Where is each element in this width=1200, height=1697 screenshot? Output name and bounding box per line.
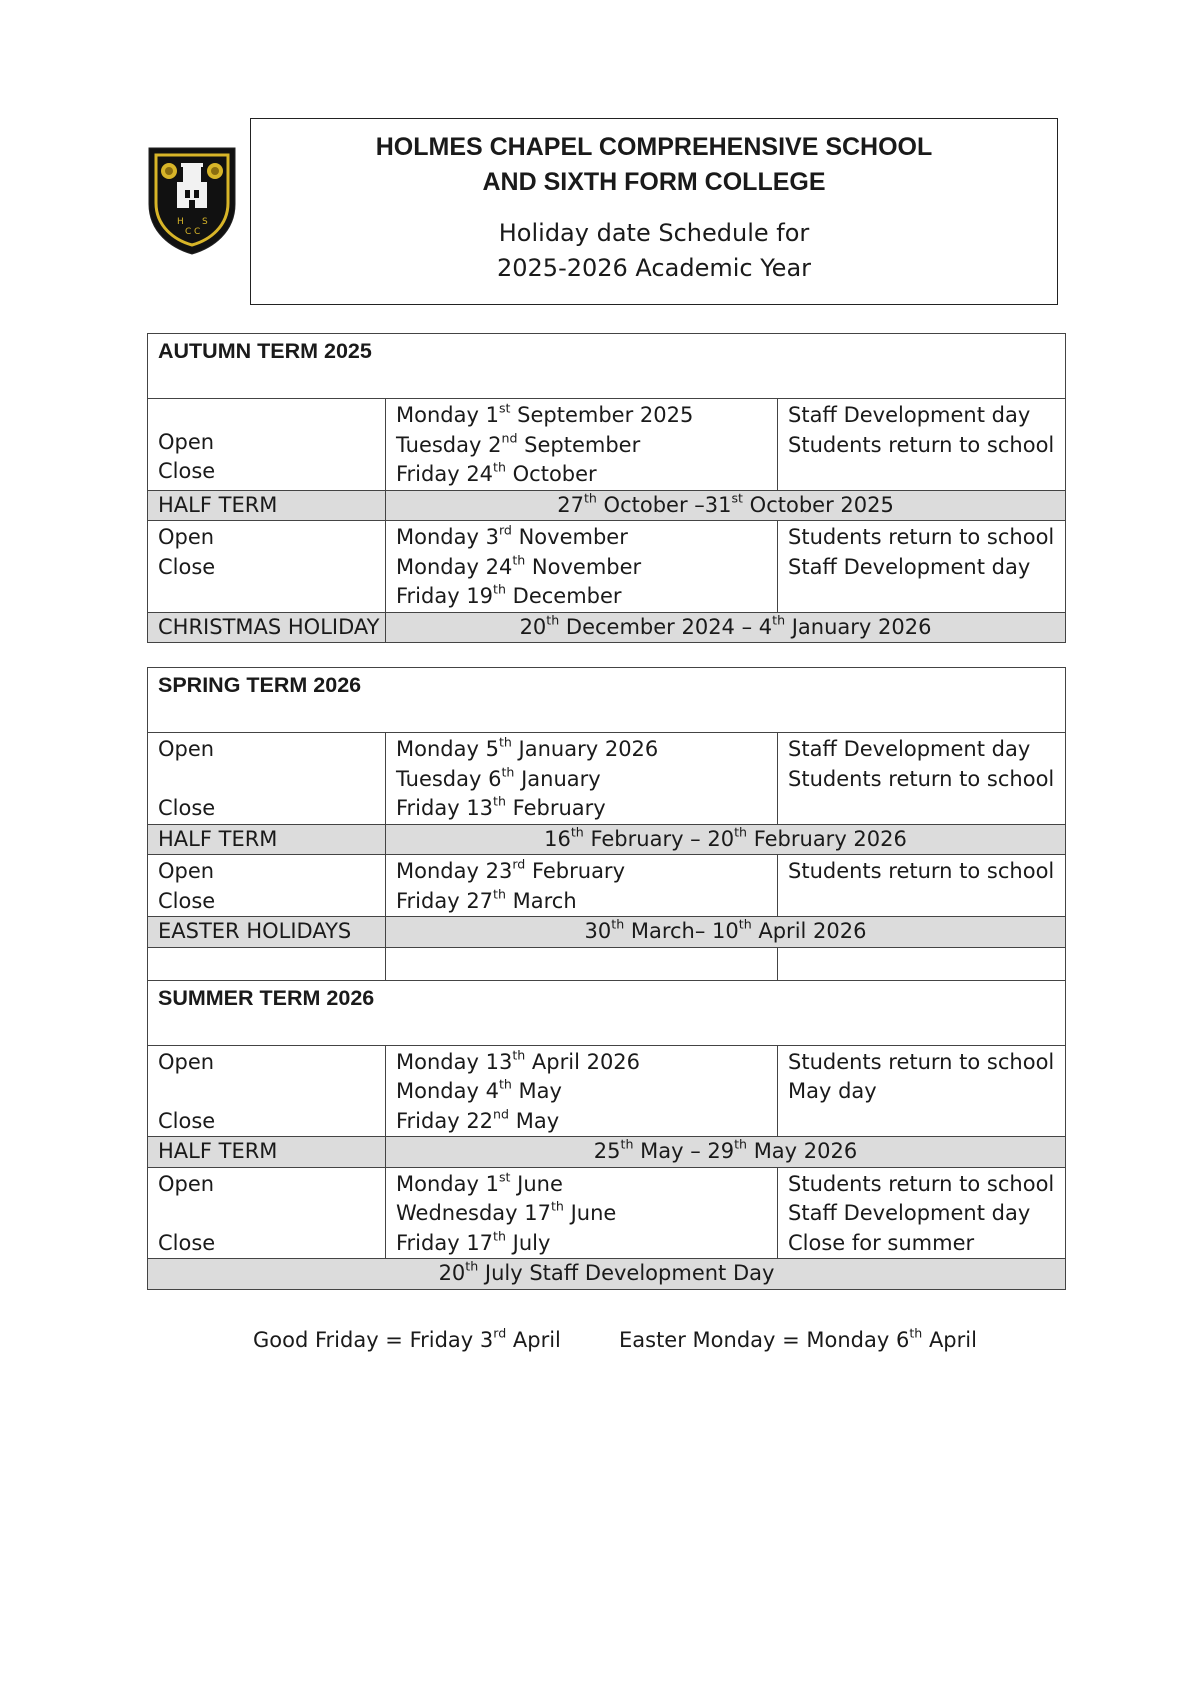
- date-line: Monday 23rd February: [396, 856, 625, 883]
- half-term-label: HALF TERM: [148, 1137, 386, 1168]
- summer-dates-2: [386, 1167, 778, 1259]
- note-line: Staff Development day: [788, 554, 1031, 579]
- svg-text:H: H: [177, 217, 184, 227]
- date-line: Tuesday 6th January: [396, 764, 601, 791]
- spacer-cell: [386, 947, 778, 980]
- date-line: Monday 4th May: [396, 1076, 562, 1103]
- close-label: Close: [158, 1230, 216, 1255]
- close-label: Close: [158, 888, 216, 913]
- open-label: Open: [158, 1049, 215, 1074]
- note-line: Students return to school: [788, 1049, 1055, 1074]
- autumn-open-close-2: [148, 521, 386, 613]
- christmas-holiday-dates: 20th December 2024 – 4th January 2026: [386, 612, 1066, 643]
- date-line: Friday 13th February: [396, 793, 606, 820]
- half-term-label: HALF TERM: [148, 824, 386, 855]
- date-line: Monday 1st September 2025: [396, 400, 694, 427]
- spring-open-close-2: [148, 855, 386, 917]
- open-label: Open: [158, 1171, 215, 1196]
- note-line: Students return to school: [788, 432, 1055, 457]
- half-term-label: HALF TERM: [148, 490, 386, 521]
- note-line: Students return to school: [788, 766, 1055, 791]
- open-label: Open: [158, 525, 215, 549]
- svg-text:C: C: [185, 227, 192, 237]
- easter-holidays-label: EASTER HOLIDAYS: [148, 917, 386, 948]
- spacer-cell: [778, 947, 1066, 980]
- autumn-dates: [386, 399, 778, 491]
- date-line: Wednesday 17th June: [396, 1198, 617, 1225]
- spring-notes: [778, 733, 1066, 825]
- date-line: Friday 27th March: [396, 886, 577, 913]
- spring-term-title: SPRING TERM 2026: [148, 668, 1066, 733]
- half-term-dates: 16th February – 20th February 2026: [386, 824, 1066, 855]
- school-name-line1: HOLMES CHAPEL COMPREHENSIVE SCHOOL: [375, 133, 933, 161]
- autumn-notes: [778, 399, 1066, 491]
- close-label: Close: [158, 459, 216, 483]
- date-line: Monday 24th November: [396, 552, 642, 579]
- good-friday-note: Good Friday = Friday 3rd April: [253, 1325, 561, 1352]
- spring-summer-term-table: [147, 667, 1066, 1290]
- date-line: Monday 13th April 2026: [396, 1047, 641, 1074]
- easter-monday-note: Easter Monday = Monday 6th April: [619, 1325, 977, 1352]
- note-line: Close for summer: [788, 1230, 975, 1255]
- autumn-term-table: [147, 333, 1066, 643]
- autumn-dates-2: [386, 521, 778, 613]
- document-subtitle: [251, 216, 1057, 286]
- note-line: Staff Development day: [788, 1201, 1031, 1225]
- date-line: Friday 17th July: [396, 1228, 551, 1255]
- date-line: Monday 3rd November: [396, 522, 628, 549]
- school-name: [251, 130, 1057, 200]
- final-staff-development-day: 20th July Staff Development Day: [148, 1259, 1066, 1290]
- half-term-dates: 25th May – 29th May 2026: [386, 1137, 1066, 1168]
- note-line: Students return to school: [788, 525, 1055, 549]
- autumn-notes-2: [778, 521, 1066, 613]
- summer-notes: [778, 1045, 1066, 1137]
- spacer-cell: [148, 947, 386, 980]
- date-line: Friday 22nd May: [396, 1106, 560, 1133]
- christmas-holiday-label: CHRISTMAS HOLIDAY: [148, 612, 386, 643]
- svg-text:S: S: [202, 217, 208, 227]
- note-line: Staff Development day: [788, 737, 1031, 761]
- date-line: Friday 19th December: [396, 581, 622, 608]
- note-line: Students return to school: [788, 859, 1055, 883]
- autumn-term-title: AUTUMN TERM 2025: [148, 334, 1066, 399]
- open-label: Open: [158, 859, 215, 883]
- date-line: Friday 24th October: [396, 459, 597, 486]
- spring-open-close: [148, 733, 386, 825]
- school-name-line2: AND SIXTH FORM COLLEGE: [482, 168, 826, 196]
- close-label: Close: [158, 1108, 216, 1133]
- summer-term-title: SUMMER TERM 2026: [148, 980, 1066, 1045]
- note-line: Students return to school: [788, 1171, 1055, 1196]
- autumn-open-close: [148, 399, 386, 491]
- subtitle-line2: 2025-2026 Academic Year: [496, 254, 812, 282]
- note-line: Staff Development day: [788, 403, 1031, 427]
- summer-notes-2: [778, 1167, 1066, 1259]
- open-label: Open: [158, 429, 215, 454]
- close-label: Close: [158, 796, 216, 820]
- spring-dates-2: [386, 855, 778, 917]
- summer-dates: [386, 1045, 778, 1137]
- school-crest: [147, 146, 237, 256]
- subtitle-line1: Holiday date Schedule for: [498, 219, 810, 247]
- open-label: Open: [158, 737, 215, 761]
- spring-dates: [386, 733, 778, 825]
- date-line: Monday 5th January 2026: [396, 734, 659, 761]
- svg-text:C: C: [194, 227, 201, 237]
- title-box: [250, 118, 1058, 305]
- date-line: Monday 1st June: [396, 1169, 563, 1196]
- summer-open-close-2: [148, 1167, 386, 1259]
- summer-open-close: [148, 1045, 386, 1137]
- easter-holidays-dates: 30th March– 10th April 2026: [386, 917, 1066, 948]
- date-line: Tuesday 2nd September: [396, 430, 641, 457]
- half-term-dates: 27th October –31st October 2025: [386, 490, 1066, 521]
- spring-notes-2: [778, 855, 1066, 917]
- close-label: Close: [158, 554, 216, 579]
- note-line: May day: [788, 1079, 877, 1103]
